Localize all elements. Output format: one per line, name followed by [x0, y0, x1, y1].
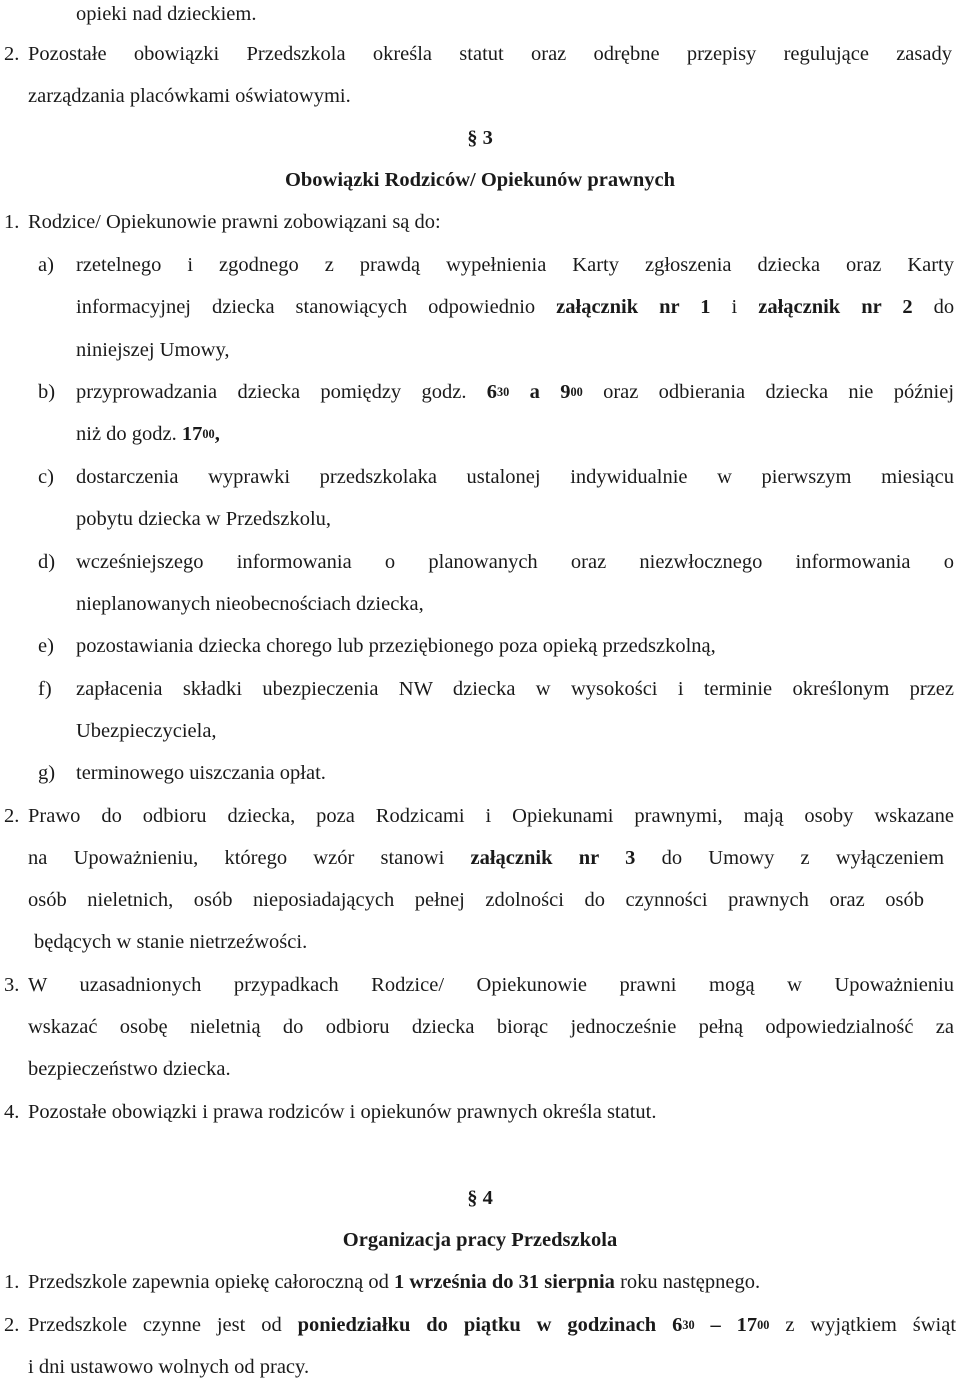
list-number: 2. [4, 805, 20, 827]
text-line: Pozostałe obowiązki Przedszkola określa statut oraz odrębne przepisy regulujące zasady [28, 43, 952, 65]
attachment-ref: załącznik nr 3 [470, 847, 636, 869]
section-title: Obowiązki Rodziców/ Opiekunów prawnych [284, 169, 676, 191]
text-line: terminowego uiszczania opłat. [76, 762, 326, 784]
list-label: e) [38, 635, 54, 657]
list-number: 3. [4, 974, 20, 996]
section-title: Organizacja pracy Przedszkola [342, 1229, 618, 1251]
list-label: a) [38, 254, 54, 276]
list-label: g) [38, 762, 56, 784]
text-line: Przedszkole czynne jest od poniedziałku do piątku w godzinach $6^{30} - 17^{00}$ z wyjątkiem świąt [28, 1314, 957, 1336]
text-line: dostarczenia wyprawki przedszkolaka ustalonej indywidualnie w pierwszym miesiącu [76, 466, 954, 488]
text-line: niż do godz. $17^{00}$, [76, 423, 220, 445]
text-line: osób nieletnich, osób nieposiadających pełnej zdolności do czynności prawnych oraz osób [28, 889, 924, 911]
text-line: Przedszkole zapewnia opiekę całoroczną od 1 września do 31 sierpnia roku następnego. [28, 1271, 761, 1293]
text-line: wskazać osobę nieletnią do odbioru dziecka biorąc jednocześnie pełną odpowiedzialność za [28, 1016, 954, 1038]
text-line: Pozostałe obowiązki i prawa rodziców i opiekunów prawnych określa statut. [28, 1101, 657, 1123]
list-number: 1. [4, 211, 20, 233]
list-label: c) [38, 466, 54, 488]
text-line: nieplanowanych nieobecnościach dziecka, [76, 593, 424, 615]
text-line: Rodzice/ Opiekunowie prawni zobowiązani są do: [28, 211, 441, 233]
section-mark: § 4 [467, 1187, 493, 1209]
list-number: 4. [4, 1101, 20, 1123]
text-line: Prawo do odbioru dziecka, poza Rodzicami i Opiekunami prawnymi, mają osoby wskazane [28, 805, 954, 827]
text-line: przyprowadzania dziecka pomiędzy godz. $6^{30}$ a $9^{00}$ oraz odbierania dziecka nie później [76, 381, 955, 403]
list-number: 2. [4, 1314, 20, 1336]
text-line: niniejszej Umowy, [76, 339, 230, 361]
text-line: pobytu dziecka w Przedszkolu, [76, 508, 332, 530]
text-line: i dni ustawowo wolnych od pracy. [28, 1356, 310, 1378]
text-line: pozostawiania dziecka chorego lub przeziębionego poza opieką przedszkolną, [76, 635, 716, 657]
text-line: W uzasadnionych przypadkach Rodzice/ Opiekunowie prawni mogą w Upoważnieniu [28, 974, 954, 996]
attachment-ref: załącznik nr 1 [556, 296, 711, 318]
list-label: f) [38, 678, 52, 700]
list-label: d) [38, 551, 56, 573]
text-line: rzetelnego i zgodnego z prawdą wypełnienia Karty zgłoszenia dziecka oraz Karty [76, 254, 954, 276]
text-line: opieki nad dzieckiem. [76, 3, 257, 25]
text-line: będących w stanie nietrzeźwości. [34, 931, 308, 953]
text-line: bezpieczeństwo dziecka. [28, 1058, 231, 1080]
text-line: Ubezpieczyciela, [76, 720, 217, 742]
text-line: informacyjnej dziecka stanowiących odpowiednio załącznik nr 1 i załącznik nr 2 do [76, 296, 955, 318]
text-line: na Upoważnieniu, którego wzór stanowi załącznik nr 3 do Umowy z wyłączeniem [28, 847, 945, 869]
list-number: 1. [4, 1271, 20, 1293]
section-mark: § 3 [467, 127, 493, 149]
text-line: zapłacenia składki ubezpieczenia NW dziecka w wysokości i terminie określonym przez [76, 678, 954, 700]
list-label: b) [38, 381, 56, 403]
list-number: 2. [4, 43, 20, 65]
attachment-ref: załącznik nr 2 [758, 296, 913, 318]
text-line: zarządzania placówkami oświatowymi. [28, 85, 351, 107]
text-line: wcześniejszego informowania o planowanych oraz niezwłocznego informowania o [76, 551, 954, 573]
